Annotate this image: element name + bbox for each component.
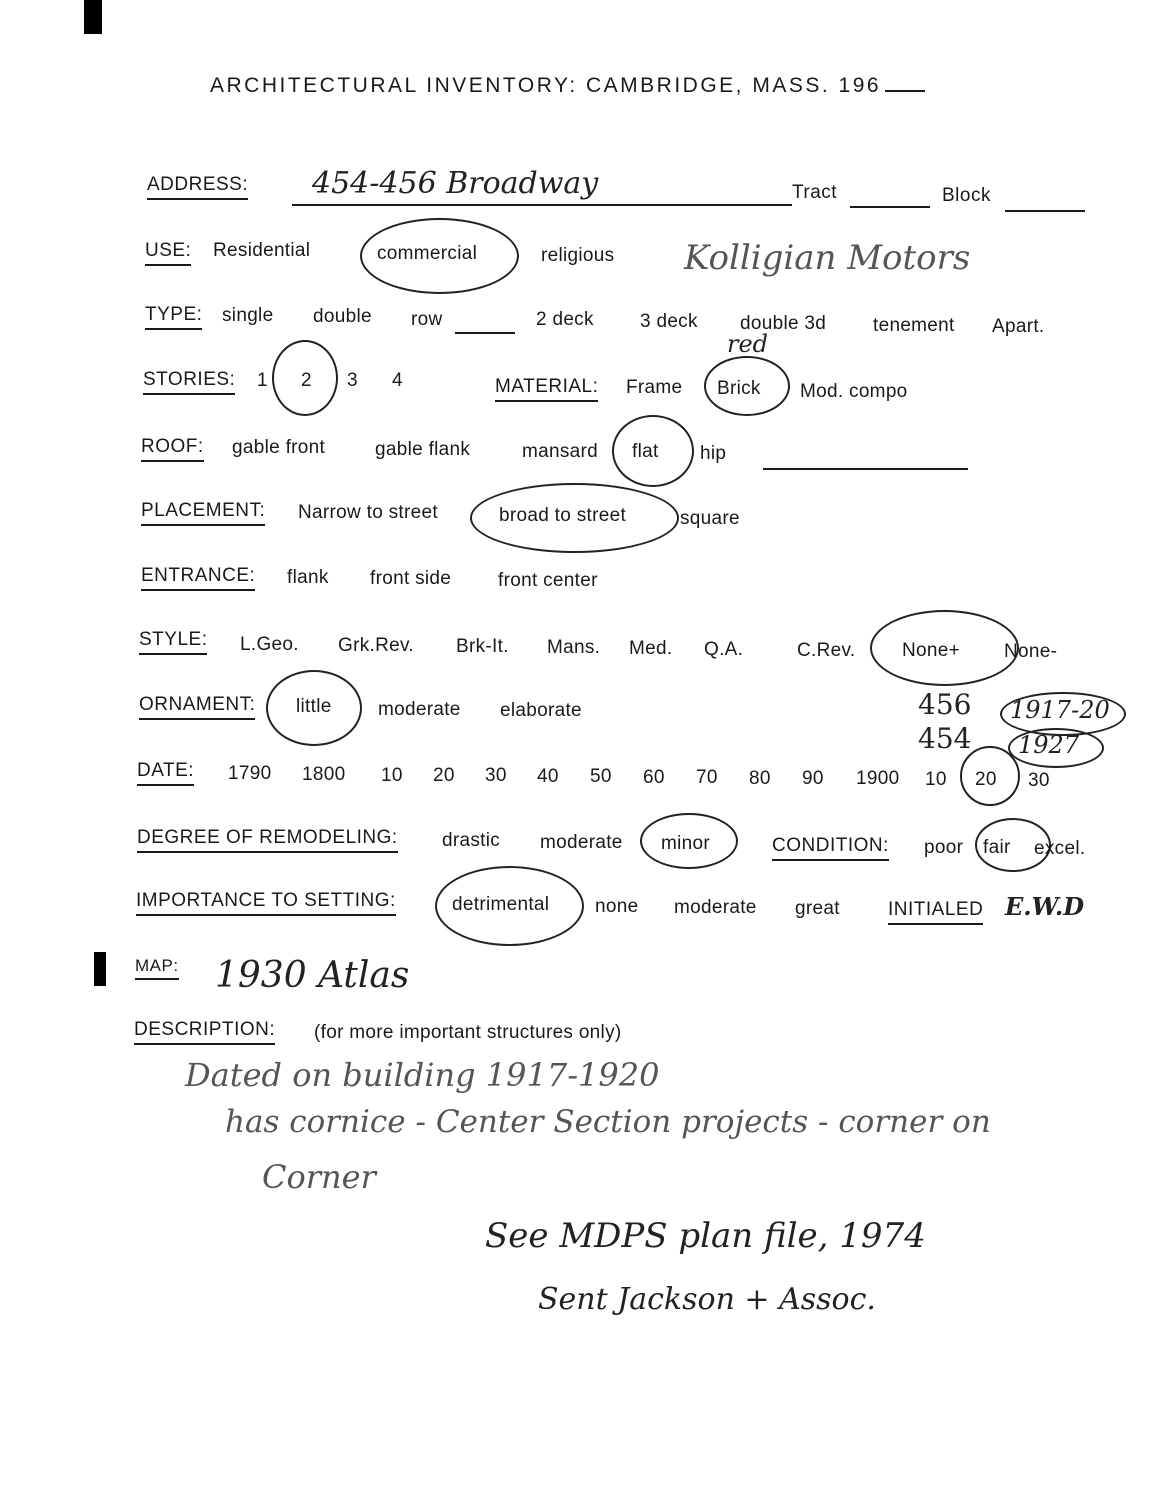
stories-option-2[interactable]: 2 — [301, 370, 312, 391]
style-option-none-minus[interactable]: None- — [1004, 641, 1058, 662]
sent-note-handwritten: Sent Jackson + Assoc. — [538, 1282, 876, 1317]
date-option-50[interactable]: 50 — [590, 766, 612, 787]
entrance-option-front-center[interactable]: front center — [498, 570, 598, 591]
material-selection-circle — [704, 356, 790, 416]
material-note-handwritten: red — [727, 330, 769, 358]
style-label: STYLE: — [139, 629, 207, 655]
date-selection-circle — [960, 746, 1020, 806]
date-option-90[interactable]: 90 — [802, 768, 824, 789]
stories-option-4[interactable]: 4 — [392, 370, 403, 391]
material-option-brick[interactable]: Brick — [717, 378, 761, 399]
date-454-label-handwritten: 454 — [918, 722, 972, 755]
punch-hole-mark-middle — [94, 952, 106, 986]
date-option-60[interactable]: 60 — [643, 767, 665, 788]
type-option-3-deck[interactable]: 3 deck — [640, 311, 698, 332]
importance-option-great[interactable]: great — [795, 898, 840, 919]
style-option-qa[interactable]: Q.A. — [704, 639, 744, 660]
style-option-c-rev[interactable]: C.Rev. — [797, 640, 856, 661]
address-field[interactable] — [292, 164, 792, 206]
type-option-single[interactable]: single — [222, 305, 274, 326]
address-value: 454-456 Broadway — [312, 166, 599, 201]
condition-label: CONDITION: — [772, 835, 889, 861]
address-label: ADDRESS: — [147, 174, 248, 200]
roof-option-mansard[interactable]: mansard — [522, 441, 599, 462]
type-option-double[interactable]: double — [313, 306, 372, 327]
ornament-selection-circle — [266, 670, 362, 746]
date-option-80[interactable]: 80 — [749, 768, 771, 789]
initialed-label: INITIALED — [888, 899, 983, 925]
date-456-label-handwritten: 456 — [918, 688, 972, 721]
entrance-option-flank[interactable]: flank — [287, 567, 329, 588]
date-454-circle — [1008, 728, 1104, 768]
date-option-1920[interactable]: 20 — [975, 769, 997, 790]
style-option-grk-rev[interactable]: Grk.Rev. — [338, 635, 414, 656]
style-option-mans[interactable]: Mans. — [547, 637, 601, 658]
tract-field[interactable] — [850, 206, 930, 208]
map-label: MAP: — [135, 956, 179, 980]
roof-option-flat[interactable]: flat — [632, 441, 659, 462]
date-option-40[interactable]: 40 — [537, 766, 559, 787]
placement-selection-circle — [470, 483, 679, 553]
roof-option-gable-front[interactable]: gable front — [232, 437, 326, 458]
remodeling-label: DEGREE OF REMODELING: — [137, 827, 398, 853]
date-option-20[interactable]: 20 — [433, 765, 455, 786]
material-label: MATERIAL: — [495, 376, 598, 402]
use-label: USE: — [145, 240, 191, 266]
placement-option-narrow[interactable]: Narrow to street — [298, 502, 438, 523]
remodeling-selection-circle — [640, 813, 738, 869]
use-note-handwritten: Kolligian Motors — [684, 238, 971, 278]
roof-blank-line[interactable] — [763, 468, 968, 470]
roof-selection-circle — [612, 415, 694, 487]
description-label: DESCRIPTION: — [134, 1019, 275, 1045]
use-option-religious[interactable]: religious — [541, 245, 615, 266]
tract-label: Tract — [792, 182, 838, 203]
type-option-apart[interactable]: Apart. — [992, 316, 1045, 337]
placement-label: PLACEMENT: — [141, 500, 265, 526]
type-option-double-3d[interactable]: double 3d — [740, 313, 827, 334]
date-454-handwritten: 1927 — [1018, 731, 1080, 759]
style-option-none-plus[interactable]: None+ — [902, 640, 961, 661]
roof-option-hip[interactable]: hip — [700, 443, 727, 464]
date-option-70[interactable]: 70 — [696, 767, 718, 788]
remodeling-option-moderate[interactable]: moderate — [540, 832, 623, 853]
type-option-2-deck[interactable]: 2 deck — [536, 309, 594, 330]
condition-option-fair[interactable]: fair — [983, 837, 1011, 858]
ornament-option-elaborate[interactable]: elaborate — [500, 700, 582, 721]
importance-selection-circle — [435, 866, 584, 946]
date-option-10[interactable]: 10 — [381, 765, 403, 786]
importance-option-none[interactable]: none — [595, 896, 639, 917]
type-blank-line[interactable] — [455, 332, 515, 334]
importance-option-detrimental[interactable]: detrimental — [452, 894, 550, 915]
roof-label: ROOF: — [141, 436, 204, 462]
stories-option-1[interactable]: 1 — [257, 370, 268, 391]
stories-label: STORIES: — [143, 369, 235, 395]
style-option-med[interactable]: Med. — [629, 638, 673, 659]
punch-hole-mark-top — [84, 0, 102, 34]
see-note-handwritten: See MDPS plan file, 1974 — [485, 1216, 926, 1256]
remodeling-option-drastic[interactable]: drastic — [442, 830, 501, 851]
ornament-option-moderate[interactable]: moderate — [378, 699, 461, 720]
importance-label: IMPORTANCE TO SETTING: — [136, 890, 396, 916]
type-option-tenement[interactable]: tenement — [873, 315, 955, 336]
date-option-30[interactable]: 30 — [485, 765, 507, 786]
use-option-commercial[interactable]: commercial — [377, 243, 478, 264]
description-line-2: has cornice - Center Section projects - corner on — [225, 1104, 991, 1140]
material-option-frame[interactable]: Frame — [626, 377, 683, 398]
use-option-residential[interactable]: Residential — [213, 240, 311, 261]
date-option-1790[interactable]: 1790 — [228, 763, 272, 784]
condition-option-excel[interactable]: excel. — [1034, 838, 1086, 859]
ornament-option-little[interactable]: little — [296, 696, 332, 717]
date-label: DATE: — [137, 760, 194, 786]
form-title: ARCHITECTURAL INVENTORY: CAMBRIDGE, MASS. 196 — [210, 74, 925, 98]
placement-option-square[interactable]: square — [680, 508, 740, 529]
style-selection-circle — [870, 610, 1019, 686]
placement-option-broad[interactable]: broad to street — [499, 505, 627, 526]
ornament-label: ORNAMENT: — [139, 694, 255, 720]
stories-option-3[interactable]: 3 — [347, 370, 358, 391]
stories-selection-circle — [272, 340, 338, 416]
type-label: TYPE: — [145, 304, 202, 330]
block-field[interactable] — [1005, 210, 1085, 212]
importance-option-moderate[interactable]: moderate — [674, 897, 757, 918]
condition-option-poor[interactable]: poor — [924, 837, 964, 858]
date-option-1800[interactable]: 1800 — [302, 764, 346, 785]
date-option-1910[interactable]: 10 — [925, 769, 947, 790]
material-option-mod-compo[interactable]: Mod. compo — [800, 381, 908, 402]
description-line-1: Dated on building 1917-1920 — [185, 1056, 660, 1094]
use-selection-circle — [360, 218, 519, 294]
style-option-brk-it[interactable]: Brk-It. — [456, 636, 509, 657]
roof-option-gable-flank[interactable]: gable flank — [375, 439, 471, 460]
date-option-1900[interactable]: 1900 — [856, 768, 900, 789]
initials-handwritten: E.W.D — [1005, 892, 1085, 921]
map-value-handwritten: 1930 Atlas — [215, 955, 410, 996]
date-456-handwritten: 1917-20 — [1010, 696, 1110, 724]
remodeling-option-minor[interactable]: minor — [661, 833, 711, 854]
date-option-1930[interactable]: 30 — [1028, 770, 1050, 791]
entrance-option-front-side[interactable]: front side — [370, 568, 452, 589]
block-label: Block — [942, 185, 991, 206]
description-line-3: Corner — [262, 1158, 376, 1196]
type-option-row[interactable]: row — [411, 309, 443, 330]
entrance-label: ENTRANCE: — [141, 565, 255, 591]
style-option-l-geo[interactable]: L.Geo. — [240, 634, 299, 655]
description-note: (for more important structures only) — [314, 1022, 622, 1043]
